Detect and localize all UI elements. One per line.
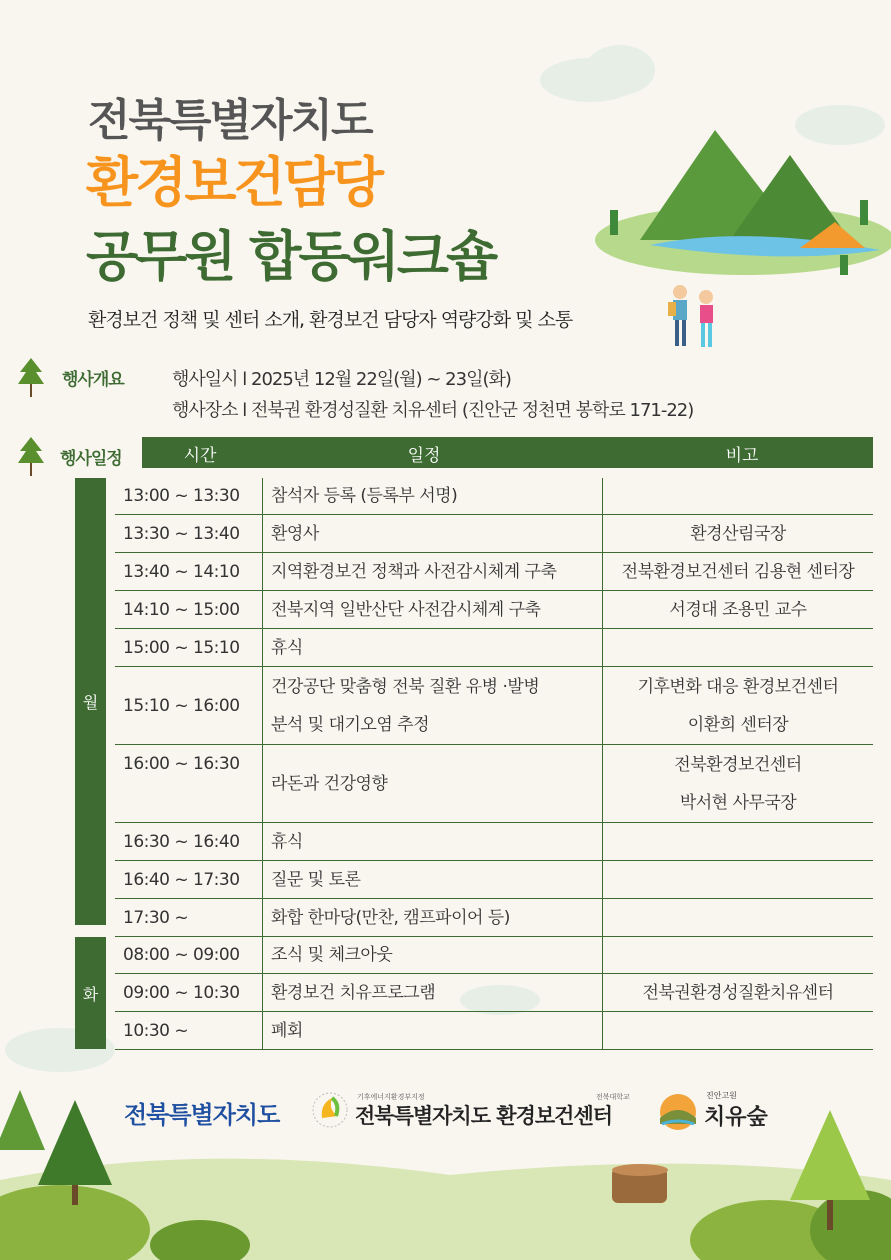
- row-note: [602, 553, 873, 590]
- row-note: [602, 1012, 873, 1049]
- day-tuesday: 화: [75, 937, 106, 1049]
- hikers-icon: [668, 285, 713, 347]
- row-item: [262, 553, 602, 590]
- item-text: 환영사: [271, 523, 319, 544]
- title-workshop: 공무원 합동워크숍: [86, 225, 496, 288]
- center-tag: 기후에너지환경부지정: [357, 1093, 425, 1101]
- time-text: 13:00 ~ 13:30: [123, 486, 240, 506]
- time-text: 16:00 ~ 16:30: [123, 754, 240, 774]
- row-time: [123, 515, 270, 552]
- time-text: 08:00 ~ 09:00: [123, 945, 240, 965]
- time-text: 15:00 ~ 15:10: [123, 637, 240, 658]
- item-text: 휴식: [271, 831, 303, 852]
- header-schedule: 일정: [407, 446, 441, 466]
- row-item: [262, 899, 602, 936]
- note-text: 서경대 조용민 교수: [669, 599, 807, 620]
- row-note: [602, 478, 873, 514]
- schedule-table-header: [142, 437, 873, 468]
- table-row: [115, 553, 873, 591]
- row-item: [262, 667, 602, 744]
- table-row: [115, 591, 873, 629]
- tree-icon: [16, 358, 46, 398]
- row-time: [123, 478, 270, 514]
- row-note: [602, 629, 873, 666]
- subtitle: 환경보건 정책 및 센터 소개, 환경보건 담당자 역량강화 및 소통: [88, 309, 573, 331]
- center-univ: 전북대학교: [596, 1093, 630, 1101]
- row-note: [602, 667, 873, 744]
- note-text: 환경산림국장: [690, 523, 786, 544]
- overview-label: 행사개요: [62, 370, 124, 390]
- day-monday: 월: [75, 478, 106, 925]
- table-row: [115, 823, 873, 861]
- row-time: [123, 667, 270, 744]
- item-text: 질문 및 토론: [271, 869, 361, 890]
- row-time: [123, 899, 270, 936]
- note-text: 이환희 센터장: [687, 714, 789, 735]
- item-text: 폐회: [271, 1020, 303, 1041]
- time-text: 15:10 ~ 16:00: [123, 695, 240, 716]
- row-time: [123, 553, 270, 590]
- row-item: [262, 823, 602, 860]
- time-text: 13:40 ~ 14:10: [123, 561, 240, 582]
- table-row: [115, 515, 873, 553]
- note-text: 전북권환경성질환치유센터: [642, 982, 834, 1003]
- table-row: [115, 478, 873, 515]
- time-text: 16:40 ~ 17:30: [123, 869, 240, 890]
- row-item: [262, 591, 602, 628]
- time-text: 10:30 ~: [123, 1020, 189, 1041]
- row-item: [262, 861, 602, 898]
- item-text: 분석 및 대기오염 추정: [271, 714, 430, 735]
- row-item: [262, 629, 602, 666]
- ground-hills-icon: [0, 1159, 891, 1260]
- row-item: [262, 478, 602, 514]
- note-text: 전북환경보건센터 김용현 센터장: [621, 561, 855, 582]
- forest-tag: 진안고원: [706, 1091, 737, 1100]
- row-item: [262, 515, 602, 552]
- event-place: 행사장소 l 전북권 환경성질환 치유센터 (진안군 정천면 봉학로 171-22): [172, 400, 694, 421]
- row-time: [123, 861, 270, 898]
- row-item: [262, 974, 602, 1011]
- row-note: [602, 899, 873, 936]
- row-note: [602, 823, 873, 860]
- table-row: [115, 745, 873, 823]
- row-time: [123, 591, 270, 628]
- tree-icon: [16, 437, 46, 477]
- event-date: 행사일시 l 2025년 12월 22일(월) ~ 23일(화): [172, 369, 511, 390]
- row-item: [262, 937, 602, 973]
- item-text: 라돈과 건강영향: [271, 773, 388, 794]
- time-text: 16:30 ~ 16:40: [123, 831, 240, 852]
- item-text: 지역환경보건 정책과 사전감시체계 구축: [271, 561, 557, 582]
- time-text: 13:30 ~ 13:40: [123, 523, 240, 544]
- row-time: [123, 745, 270, 822]
- row-note: [602, 591, 873, 628]
- row-time: [123, 974, 270, 1011]
- time-text: 09:00 ~ 10:30: [123, 982, 240, 1003]
- row-note: [602, 515, 873, 552]
- note-text: 전북환경보건센터: [674, 754, 802, 775]
- time-text: 17:30 ~: [123, 907, 189, 928]
- environmental-health-center-emblem: [310, 1090, 350, 1130]
- item-text: 조식 및 체크아웃: [271, 945, 393, 965]
- item-text: 환경보건 치유프로그램: [271, 982, 436, 1003]
- table-row: [115, 974, 873, 1012]
- row-time: [123, 629, 270, 666]
- item-text: 건강공단 맞춤형 전북 질환 유병 ·발병: [271, 676, 540, 697]
- title-region: 전북특별자치도: [88, 95, 372, 146]
- row-time: [123, 937, 270, 973]
- row-item: [262, 745, 602, 822]
- row-note: [602, 937, 873, 973]
- row-time: [123, 1012, 270, 1049]
- table-row: [115, 937, 873, 974]
- item-text: 참석자 등록 (등록부 서명): [271, 486, 458, 506]
- row-time: [123, 823, 270, 860]
- item-text: 휴식: [271, 637, 303, 658]
- item-text: 전북지역 일반산단 사전감시체계 구축: [271, 599, 541, 620]
- time-text: 14:10 ~ 15:00: [123, 599, 240, 620]
- row-item: [262, 1012, 602, 1049]
- item-text: 화합 한마당(만찬, 캠프파이어 등): [271, 907, 510, 928]
- row-note: [602, 974, 873, 1011]
- center-logo: 전북특별자치도 환경보건센터: [355, 1104, 613, 1128]
- row-note: [602, 861, 873, 898]
- table-row: [115, 861, 873, 899]
- note-text: 기후변화 대응 환경보건센터: [637, 676, 839, 697]
- header-time: 시간: [183, 446, 217, 466]
- title-main: 환경보건담당: [86, 151, 381, 214]
- table-row: [115, 629, 873, 667]
- table-row: [115, 899, 873, 937]
- table-row: [115, 1012, 873, 1050]
- header-note: 비고: [725, 446, 759, 466]
- note-text: 박서현 사무국장: [679, 792, 797, 813]
- healing-forest-emblem: [656, 1092, 700, 1132]
- jeonbuk-logo: 전북특별자치도: [124, 1101, 280, 1129]
- mountain-landscape-icon: [595, 130, 891, 275]
- schedule-label: 행사일정: [60, 449, 122, 469]
- row-note: [602, 745, 873, 822]
- table-row: [115, 667, 873, 745]
- forest-logo: 치유숲: [704, 1105, 768, 1130]
